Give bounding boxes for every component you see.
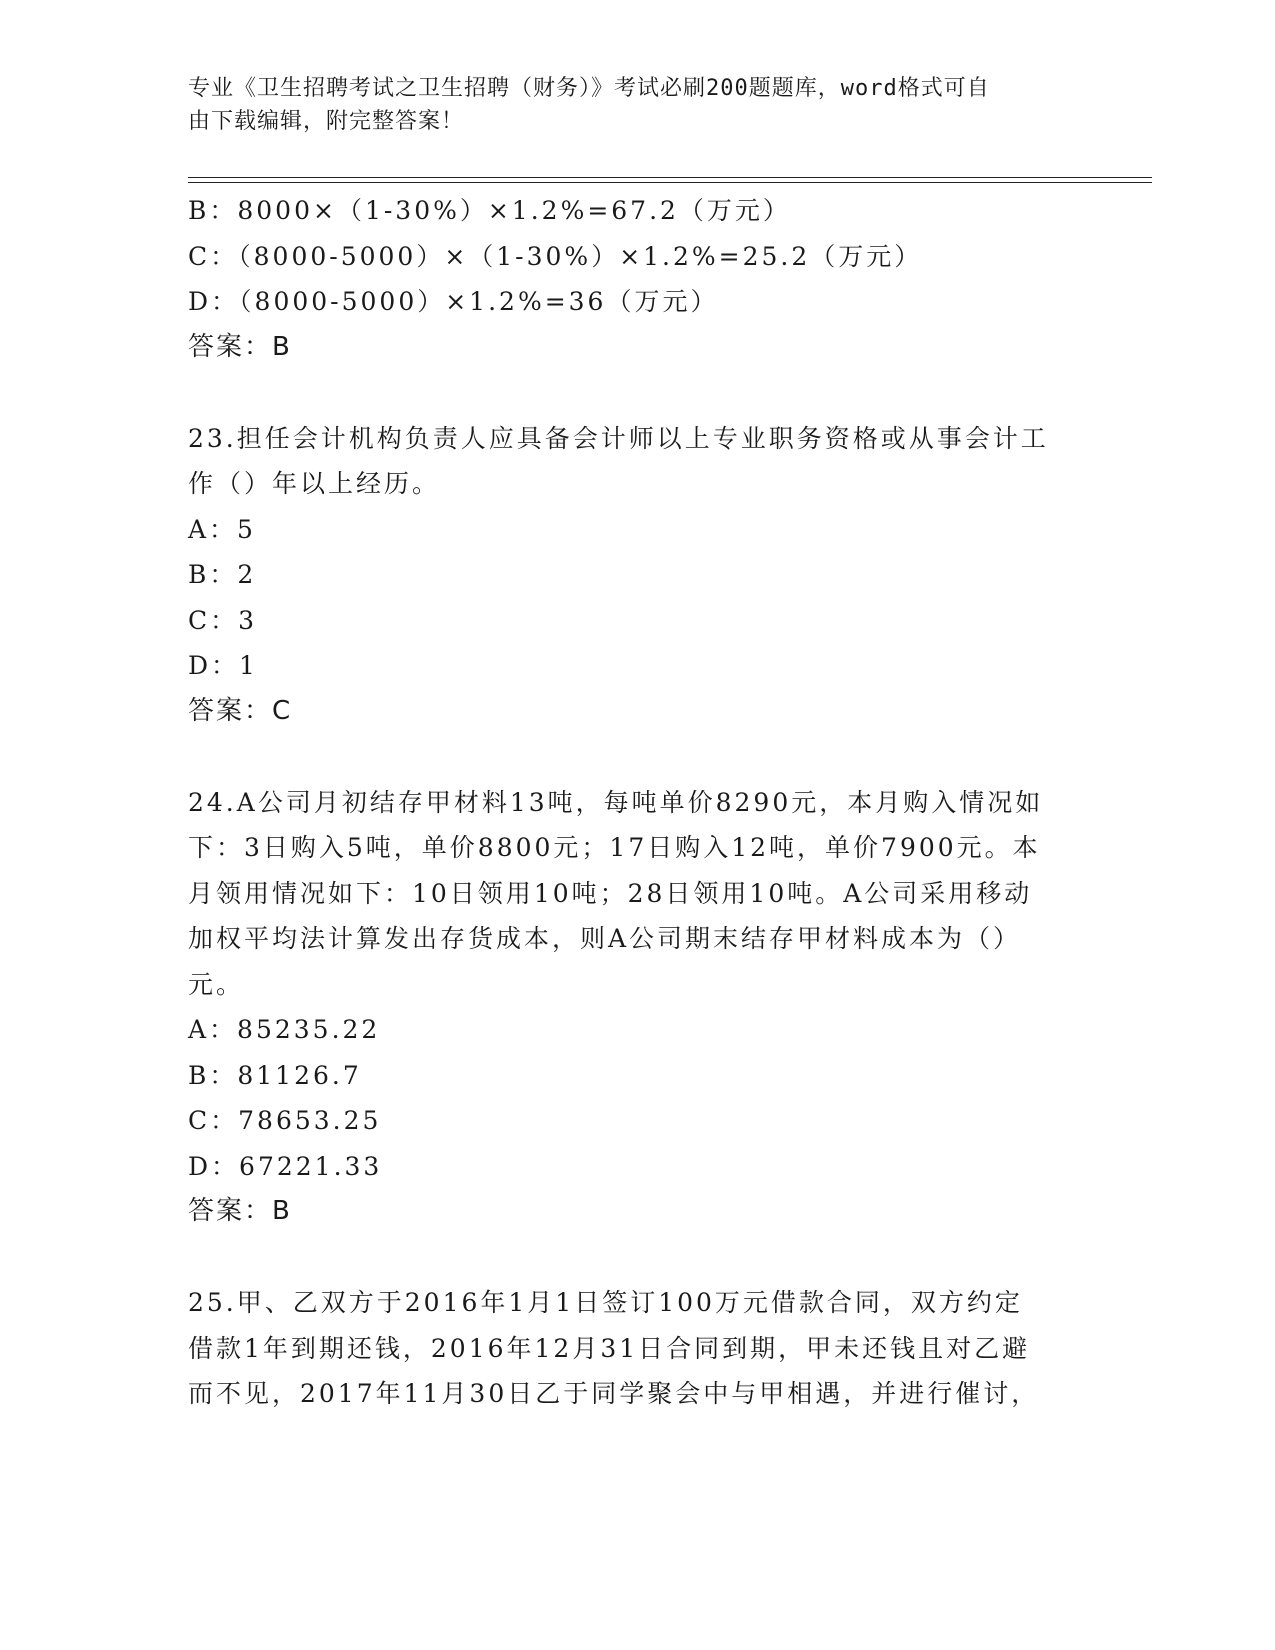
stem-line: 借款1年到期还钱，2016年12月31日合同到期，甲未还钱且对乙避 [188, 1333, 1031, 1363]
option-c: C：（8000-5000）×（1-30%）×1.2%=25.2（万元） [188, 241, 923, 271]
spacer [188, 1235, 1088, 1281]
spacer [188, 734, 1088, 780]
option-d: D：1 [188, 651, 258, 680]
option-a: A：5 [188, 514, 256, 544]
option-c: C：3 [188, 605, 258, 635]
option-b: B：8000×（1-30%）×1.2%=67.2（万元） [188, 196, 791, 225]
header-line-1: 专业《卫生招聘考试之卫生招聘（财务）》考试必刷200题题库，word格式可自 [188, 76, 990, 101]
question-stem [188, 780, 1088, 1008]
answer: 答案：B [188, 1196, 292, 1226]
answer: 答案：C [188, 695, 293, 726]
document-header [188, 72, 1068, 138]
header-rule-top [188, 177, 1152, 178]
stem-line: 作（）年以上经历。 [188, 469, 441, 498]
option-b: B：2 [188, 560, 257, 589]
header-rule-bottom [188, 182, 1152, 183]
document-body [188, 188, 1088, 1417]
stem-line: 24.A公司月初结存甲材料13吨，每吨单价8290元，本月购入情况如 [188, 787, 1044, 817]
option-a: A：85235.22 [188, 1015, 381, 1044]
header-line-2: 由下载编辑，附完整答案！ [188, 109, 465, 134]
stem-line: 23.担任会计机构负责人应具备会计师以上专业职务资格或从事会计工 [188, 423, 1049, 453]
option-d: D：67221.33 [188, 1151, 383, 1181]
spacer [188, 370, 1088, 416]
option-b: B：81126.7 [188, 1060, 362, 1090]
stem-line: 25.甲、乙双方于2016年1月1日签订100万元借款合同，双方约定 [188, 1288, 1023, 1317]
option-c: C：78653.25 [188, 1106, 382, 1135]
stem-line: 而不见，2017年11月30日乙于同学聚会中与甲相遇，并进行催讨， [188, 1379, 1040, 1408]
question-stem [188, 1280, 1088, 1417]
question-22-tail [188, 188, 1088, 370]
option-d: D：（8000-5000）×1.2%=36（万元） [188, 287, 719, 316]
stem-line: 元。 [188, 969, 245, 999]
question-25 [188, 1280, 1088, 1417]
question-stem [188, 416, 1088, 507]
question-23 [188, 416, 1088, 735]
question-24 [188, 780, 1088, 1235]
stem-line: 月领用情况如下：10日领用10吨；28日领用10吨。A公司采用移动 [188, 878, 1033, 908]
stem-line: 下：3日购入5吨，单价8800元；17日购入12吨，单价7900元。本 [188, 833, 1041, 862]
stem-line: 加权平均法计算发出存货成本，则A公司期末结存甲材料成本为（） [188, 924, 1022, 953]
answer: 答案：B [188, 331, 292, 362]
